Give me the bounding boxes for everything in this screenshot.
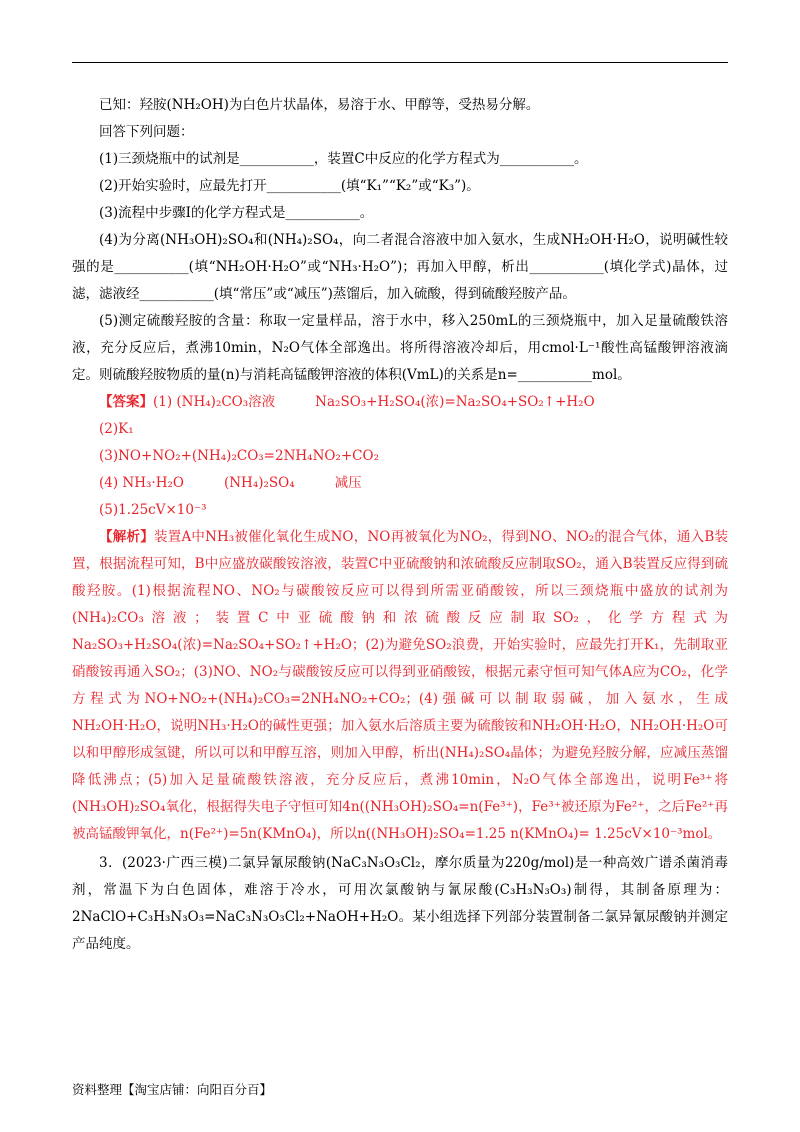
page-content bbox=[72, 92, 728, 958]
footer-source: 资料整理【淘宝店铺：向阳百分百】 bbox=[72, 1082, 273, 1097]
answer-1-equation: Na₂SO₃+H₂SO₄(浓)=Na₂SO₄+SO₂↑+H₂O bbox=[315, 394, 595, 410]
answer-4a: (4) NH₃·H₂O bbox=[99, 475, 184, 491]
answer-1: (1) (NH₄)₂CO₃溶液 bbox=[153, 394, 276, 410]
answer-line-1 bbox=[72, 389, 728, 416]
header-rule bbox=[72, 62, 728, 63]
answer-4c: 减压 bbox=[334, 475, 362, 491]
question-1: (1)三颈烧瓶中的试剂是___________，装置C中反应的化学方程式为___________。 bbox=[99, 151, 588, 167]
analysis-text: 装置A中NH₃被催化氧化生成NO，NO再被氧化为NO₂，得到NO、NO₂的混合气体，通入B装置，根据流程可知，B中应盛放碳酸铵溶液，装置C中亚硫酸钠和浓硫酸反应制取SO₂，通入B装置反应得到硫酸羟胺。(1)根据流程NO、NO₂与碳酸铵反应可以得到所需亚硝酸铵，所以三颈烧瓶中盛放的试剂为(NH₄)₂CO₃溶液；装置C中亚硫酸钠和浓硫酸反应制取SO₂，化学方程式为Na₂SO₃+H₂SO₄(浓)=Na₂SO₄+SO₂↑+H₂O；(2)为避免SO₂浪费，开始实验时，应最先打开K₁，先制取亚硝酸铵再通入SO₂；(3)NO、NO₂与碳酸铵反应可以得到亚硝酸铵，根据元素守恒可知气体A应为CO₂，化学方程式为NO+NO₂+(NH₄)₂CO₃=2NH₄NO₂+CO₂；(4)强碱可以制取弱碱，加入氨水，生成NH₂OH·H₂O，说明NH₃·H₂O的碱性更强；加入氨水后溶质主要为硫酸铵和NH₂OH·H₂O，NH₂OH·H₂O可以和甲醇形成氢键，所以可以和甲醇互溶，则加入甲醇，析出(NH₄)₂SO₄晶体；为避免羟胺分解，应减压蒸馏降低沸点；(5)加入足量硫酸铁溶液，充分反应后，煮沸10min，N₂O气体全部逸出，说明Fe³⁺将(NH₃OH)₂SO₄氧化，根据得失电子守恒可知4n((NH₃OH)₂SO₄=n(Fe³⁺)，Fe³⁺被还原为Fe²⁺，之后Fe²⁺再被高锰酸钾氧化，n(Fe²⁺)=5n(KMnO₄)，所以n((NH₃OH)₂SO₄=1.25 n(KMnO₄)= 1.25cV×10⁻³mol。 bbox=[72, 529, 728, 842]
answer-tag: 【答案】 bbox=[99, 394, 153, 410]
answer-5: (5)1.25cV×10⁻³ bbox=[99, 502, 207, 518]
question-5: (5)测定硫酸羟胺的含量：称取一定量样品，溶于水中，移入250mL的三颈烧瓶中，加入足量硫酸铁溶液，充分反应后，煮沸10min，N₂O气体全部逸出。将所得溶液冷却后，用cmol·L⁻¹酸性高锰酸钾溶液滴定。则硫酸羟胺物质的量(n)与消耗高锰酸钾溶液的体积(VmL)的关系是n=___________mol。 bbox=[72, 313, 728, 383]
answer-4b: (NH₄)₂SO₄ bbox=[223, 475, 295, 491]
analysis-paragraph bbox=[72, 524, 728, 848]
question-2: (2)开始实验时，应最先打开___________(填“K₁”“K₂”或“K₃”)。 bbox=[99, 178, 480, 194]
prompt-line: 回答下列问题： bbox=[99, 124, 194, 140]
given-statement: 已知：羟胺(NH₂OH)为白色片状晶体，易溶于水、甲醇等，受热易分解。 bbox=[99, 97, 540, 113]
answer-3: (3)NO+NO₂+(NH₄)₂CO₃=2NH₄NO₂+CO₂ bbox=[99, 448, 379, 464]
question-4: (4)为分离(NH₃OH)₂SO₄和(NH₄)₂SO₄，向二者混合溶液中加入氨水，生成NH₂OH·H₂O，说明碱性较强的是___________(填“NH₂OH·H₂O”或“NH₃·H₂O”)；再加入甲醇，析出___________(填化学式)晶体，过滤，滤液经___________(填“常压”或“减压”)蒸馏后，加入硫酸，得到硫酸羟胺产品。 bbox=[72, 232, 728, 302]
question-3: (3)流程中步骤I的化学方程式是___________。 bbox=[99, 205, 374, 221]
analysis-tag: 【解析】 bbox=[99, 529, 154, 545]
question-3-stem: 3．(2023·广西三模)二氯异氰尿酸钠(NaC₃N₃O₃Cl₂，摩尔质量为220g/mol)是一种高效广谱杀菌消毒剂，常温下为白色固体，难溶于冷水，可用次氯酸钠与氰尿酸(C₃H₃N₃O₃)制得，其制备原理为：2NaClO+C₃H₃N₃O₃=NaC₃N₃O₃Cl₂+NaOH+H₂O。某小组选择下列部分装置制备二氯异氰尿酸钠并测定产品纯度。 bbox=[72, 855, 728, 952]
answer-line-4 bbox=[72, 470, 728, 497]
answer-2: (2)K₁ bbox=[99, 421, 134, 437]
